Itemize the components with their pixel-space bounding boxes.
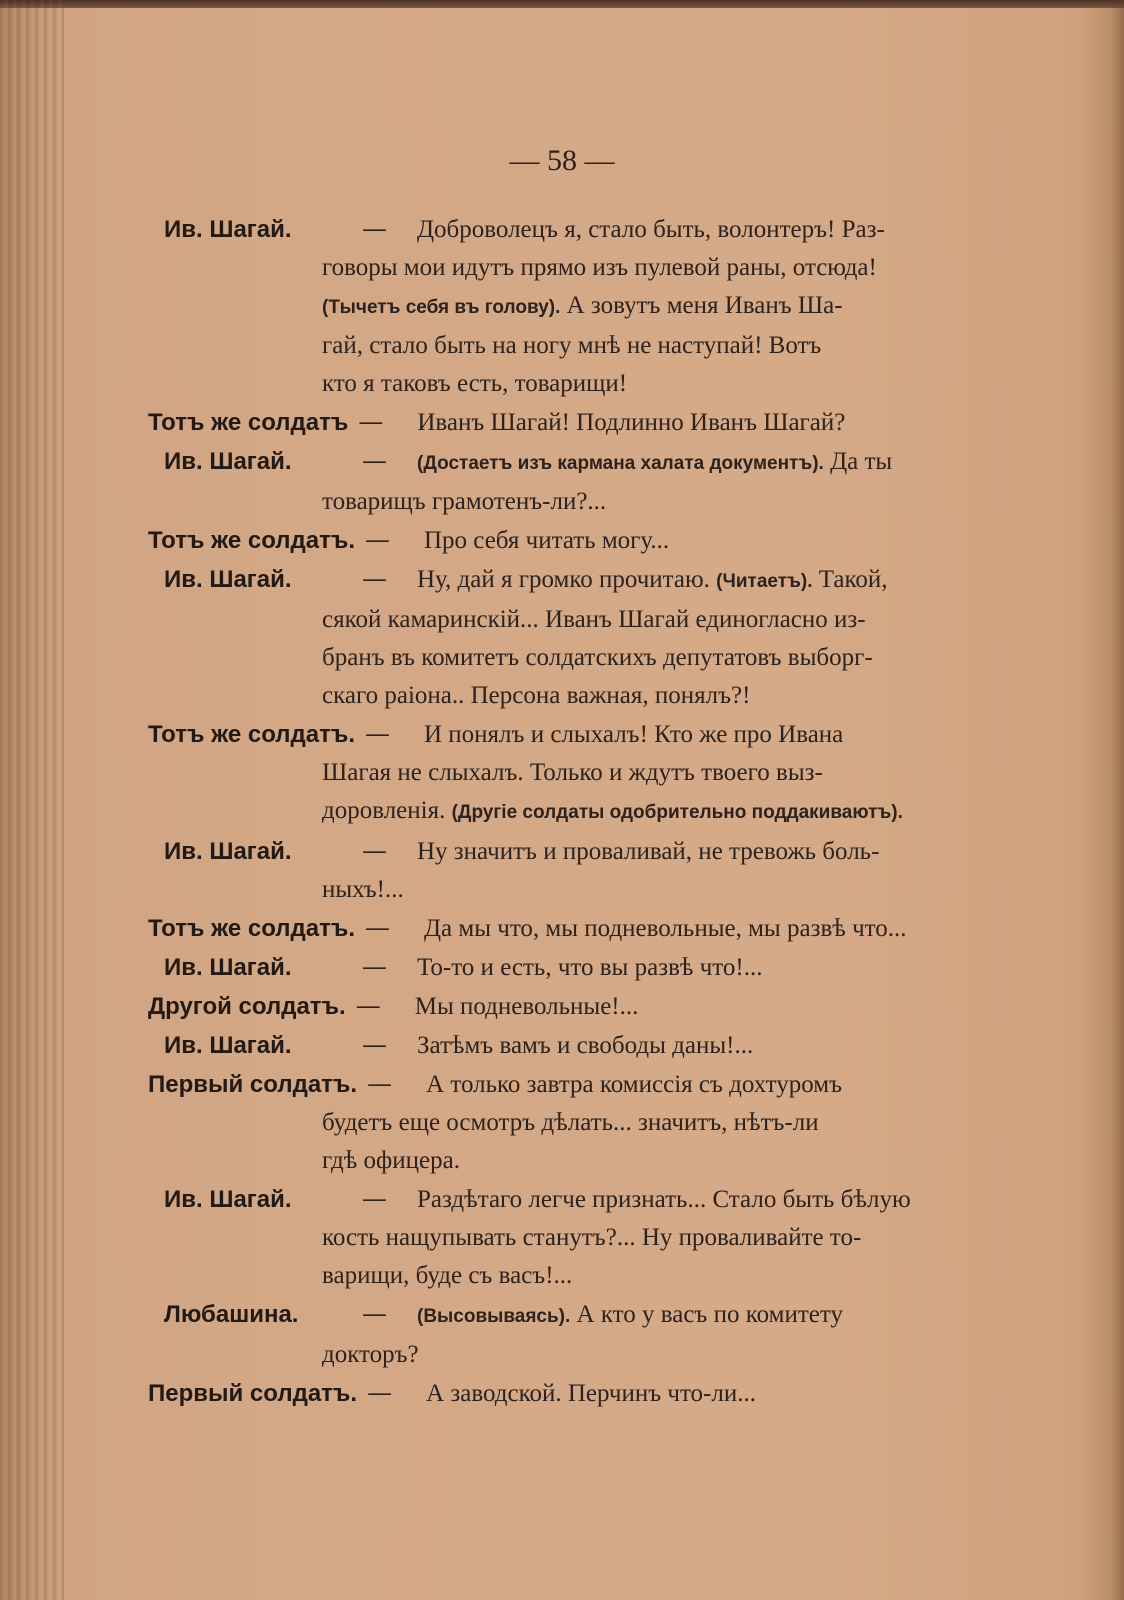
speech-line	[322, 365, 1048, 403]
speaker-name: Ив. Шагай.	[164, 1032, 292, 1059]
stage-direction: (Читаетъ).	[716, 571, 813, 592]
speech-first-line	[148, 909, 1048, 948]
speech-block	[148, 1180, 1048, 1295]
speech-text: А кто у васъ по комитету	[570, 1301, 843, 1328]
speech-first-line	[148, 987, 1048, 1026]
dialogue-dash: —	[362, 214, 387, 243]
dialogue-dash: —	[362, 1184, 387, 1213]
dialogue-dash: —	[362, 1030, 387, 1059]
dialogue-dash: —	[365, 525, 390, 554]
speech-block	[148, 948, 1048, 987]
speech-text: кость нащупывать станутъ?... Ну проваливайте то-	[322, 1224, 862, 1251]
speech-first-line	[148, 1026, 1048, 1065]
speech-text: докторъ?	[322, 1341, 419, 1368]
speech-block	[148, 1374, 1048, 1413]
speech-text: бранъ въ комитетъ солдатскихъ депутатовъ выборг-	[322, 644, 873, 671]
speech-block	[148, 715, 1048, 832]
speech-text: гай, стало быть на ногу мнѣ не наступай! Вотъ	[322, 332, 822, 359]
speech-line	[417, 443, 892, 483]
speech-line	[322, 871, 1048, 909]
speaker-name: Другой солдатъ.	[148, 993, 346, 1020]
dialogue-dash: —	[362, 446, 387, 475]
speech-text: Ну, дай я громко прочитаю.	[417, 566, 717, 593]
speech-text: Раздѣтаго легче признать... Стало быть бѣлую	[417, 1186, 911, 1213]
speech-text: А только завтра комиссія съ дохтуромъ	[426, 1071, 842, 1098]
speech-line	[322, 287, 1048, 327]
stage-direction: (Тычетъ себя въ голову).	[322, 297, 561, 318]
speech-line	[424, 522, 669, 560]
speech-line	[415, 988, 639, 1026]
speech-block	[148, 832, 1048, 909]
speech-line	[424, 716, 843, 754]
dialogue-dash: —	[367, 1378, 393, 1407]
speech-first-line	[148, 715, 1048, 754]
page-binding-edge	[0, 0, 64, 1600]
speech-text: сякой камаринскій... Иванъ Шагай единогласно из-	[322, 606, 866, 633]
speech-text: А зовутъ меня Иванъ Ша-	[560, 292, 843, 319]
speech-block	[148, 1065, 1048, 1180]
speech-line	[417, 404, 845, 442]
speech-line	[322, 1219, 1048, 1257]
speech-text: Такой,	[812, 566, 888, 593]
speech-first-line	[148, 442, 1048, 483]
speech-block	[148, 987, 1048, 1026]
speech-text: Доброволецъ я, стало быть, волонтеръ! Раз-	[417, 216, 885, 243]
speech-first-line	[148, 1180, 1048, 1219]
speaker-name: Первый солдатъ.	[148, 1380, 358, 1407]
dialogue-dash: —	[362, 1299, 387, 1328]
speech-line	[322, 639, 1048, 677]
speech-first-line	[148, 832, 1048, 871]
speech-block	[148, 403, 1048, 442]
speech-text: Про себя читать могу...	[424, 527, 670, 554]
speech-block	[148, 1026, 1048, 1065]
speech-block	[148, 521, 1048, 560]
speaker-name: Первый солдатъ.	[148, 1071, 358, 1098]
stage-direction: (Высовываясь).	[417, 1306, 571, 1327]
speech-text: И понялъ и слыхалъ! Кто же про Ивана	[424, 721, 844, 748]
speech-line	[417, 211, 885, 249]
speech-line	[417, 833, 879, 871]
speech-line	[322, 249, 1048, 287]
speech-line	[426, 1066, 842, 1104]
dialogue-dash: —	[367, 1069, 393, 1098]
speech-line	[322, 1336, 1048, 1374]
speech-line	[322, 754, 1048, 792]
speech-first-line	[148, 560, 1048, 601]
speech-text: Затѣмъ вамъ и свободы даны!...	[417, 1032, 754, 1059]
speech-text: Мы подневольные!...	[414, 993, 639, 1020]
dialogue-dash: —	[365, 913, 390, 942]
speech-line	[322, 1142, 1048, 1180]
speech-first-line	[148, 210, 1048, 249]
speech-first-line	[148, 521, 1048, 560]
speech-block	[148, 909, 1048, 948]
speech-text: А заводской. Перчинъ что-ли...	[426, 1380, 756, 1407]
speech-line	[417, 561, 887, 601]
speaker-name: Ив. Шагай.	[164, 838, 292, 865]
speech-text: Да ты	[823, 448, 893, 475]
speech-first-line	[148, 403, 1048, 442]
speech-first-line	[148, 1295, 1048, 1336]
dialogue-dash: —	[362, 952, 387, 981]
speech-text: Иванъ Шагай! Подлинно Иванъ Шагай?	[417, 409, 846, 436]
speaker-name: Ив. Шагай.	[164, 566, 292, 593]
dialogue-dash: —	[355, 991, 381, 1020]
speech-line	[322, 792, 1048, 832]
dialogue-dash: —	[362, 836, 387, 865]
speaker-name: Ив. Шагай.	[164, 954, 292, 981]
speech-line	[322, 1104, 1048, 1142]
speaker-name: Ив. Шагай.	[164, 216, 292, 243]
speech-block	[148, 442, 1048, 521]
speech-text: Да мы что, мы подневольные, мы развѣ что...	[424, 915, 907, 942]
dialogue-dash: —	[365, 719, 390, 748]
speech-text: доровленія.	[322, 797, 452, 824]
speech-text: Ну значитъ и проваливай, не тревожь боль-	[417, 838, 880, 865]
speech-first-line	[148, 948, 1048, 987]
speech-line	[417, 1181, 911, 1219]
speech-line	[417, 949, 762, 987]
speech-block	[148, 210, 1048, 403]
speech-text: варищи, буде съ васъ!...	[322, 1262, 573, 1289]
speech-text: гдѣ офицера.	[322, 1147, 460, 1174]
speech-text: скаго раіона.. Персона важная, понялъ?!	[322, 682, 751, 709]
speech-line	[322, 1257, 1048, 1295]
speech-text: товарищъ грамотенъ-ли?...	[322, 488, 607, 515]
speech-line	[417, 1296, 843, 1336]
speech-text: Шагая не слыхалъ. Только и ждутъ твоего выз-	[322, 759, 823, 786]
speech-text: То-то и есть, что вы развѣ что!...	[417, 954, 763, 981]
speaker-name: Ив. Шагай.	[164, 448, 292, 475]
speaker-name: Тотъ же солдатъ.	[148, 915, 355, 942]
speech-line	[417, 1027, 753, 1065]
speaker-name: Тотъ же солдатъ	[148, 409, 349, 436]
stage-direction: (Достаетъ изъ кармана халата документъ).	[417, 453, 824, 474]
stage-direction: (Другіе солдаты одобрительно поддакиваютъ).	[451, 802, 903, 823]
speaker-name: Тотъ же солдатъ.	[148, 721, 355, 748]
speech-line	[322, 601, 1048, 639]
speech-line	[322, 483, 1048, 521]
speech-block	[148, 560, 1048, 715]
dialogue-dash: —	[358, 407, 384, 436]
speech-line	[322, 677, 1048, 715]
speech-text: говоры мои идутъ прямо изъ пулевой раны, отсюда!	[322, 254, 877, 281]
speech-line	[426, 1375, 756, 1413]
speaker-name: Тотъ же солдатъ.	[148, 527, 355, 554]
speech-first-line	[148, 1065, 1048, 1104]
speaker-name: Любашина.	[164, 1301, 299, 1328]
speaker-name: Ив. Шагай.	[164, 1186, 292, 1213]
dialogue-text	[148, 210, 1048, 1413]
speech-text: кто я таковъ есть, товарищи!	[322, 370, 628, 397]
speech-block	[148, 1295, 1048, 1374]
speech-text: будетъ еще осмотръ дѣлать... значитъ, нѣтъ-ли	[322, 1109, 819, 1136]
page-number: — 58 —	[509, 144, 615, 177]
page-right-edge	[1110, 0, 1124, 1600]
dialogue-dash: —	[362, 564, 387, 593]
speech-text: ныхъ!...	[322, 876, 404, 903]
speech-first-line	[148, 1374, 1048, 1413]
speech-line	[322, 327, 1048, 365]
page-top-edge	[0, 0, 1124, 8]
speech-line	[424, 910, 907, 948]
